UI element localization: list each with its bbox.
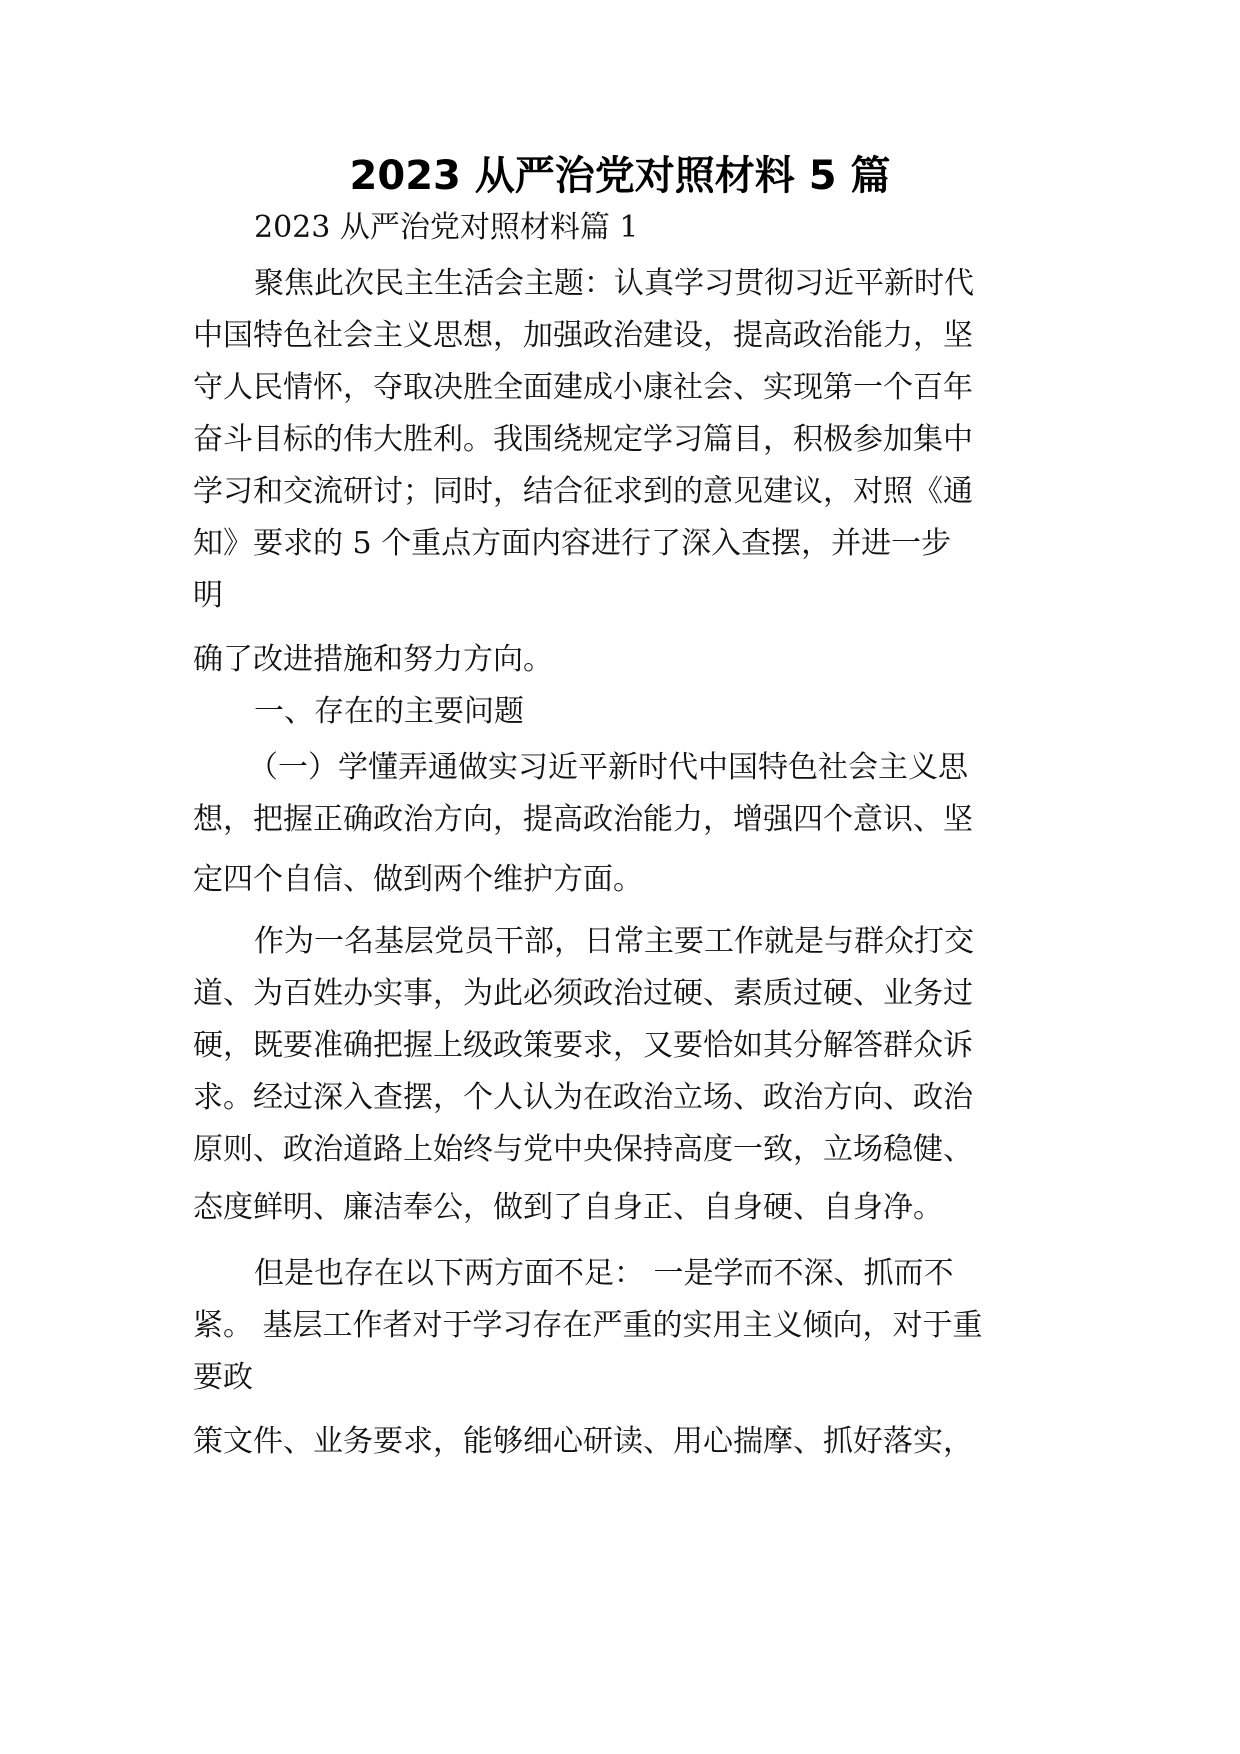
section-heading: 一、存在的主要问题: [254, 694, 524, 729]
paragraph-line: （一）学懂弄通做实习近平新时代中国特色社会主义思: [248, 750, 968, 785]
paragraph-line: 但是也存在以下两方面不足： 一是学而不深、抓而不: [254, 1256, 954, 1291]
paragraph-line: 求。经过深入查摆，个人认为在政治立场、政治方向、政治: [193, 1080, 973, 1115]
paragraph-line: 明: [193, 578, 223, 613]
paragraph-line: 硬，既要准确把握上级政策要求，又要恰如其分解答群众诉: [193, 1028, 973, 1063]
paragraph-line: 聚焦此次民主生活会主题：认真学习贯彻习近平新时代: [254, 266, 974, 301]
paragraph-line: 要政: [193, 1360, 253, 1395]
paragraph-line: 道、为百姓办实事，为此必须政治过硬、素质过硬、业务过: [193, 976, 973, 1011]
paragraph-line: 态度鲜明、廉洁奉公，做到了自身正、自身硬、自身净。: [193, 1190, 943, 1225]
section-heading: 2023 从严治党对照材料篇 1: [254, 210, 639, 245]
paragraph-line: 作为一名基层党员干部，日常主要工作就是与群众打交: [254, 924, 974, 959]
paragraph-line: 策文件、业务要求，能够细心研读、用心揣摩、抓好落实，: [193, 1424, 973, 1459]
paragraph-line: 奋斗目标的伟大胜利。我围绕规定学习篇目，积极参加集中: [193, 422, 973, 457]
paragraph-line: 紧。 基层工作者对于学习存在严重的实用主义倾向，对于重: [193, 1308, 983, 1343]
paragraph-line: 定四个自信、做到两个维护方面。: [193, 862, 643, 897]
paragraph-line: 原则、政治道路上始终与党中央保持高度一致，立场稳健、: [193, 1132, 973, 1167]
paragraph-line: 知》要求的 5 个重点方面内容进行了深入查摆，并进一步: [193, 526, 952, 561]
paragraph-line: 确了改进措施和努力方向。: [193, 642, 553, 677]
document-title: 2023 从严治党对照材料 5 篇: [349, 153, 891, 199]
paragraph-line: 中国特色社会主义思想，加强政治建设，提高政治能力，坚: [193, 318, 973, 353]
paragraph-line: 学习和交流研讨；同时，结合征求到的意见建议，对照《通: [193, 474, 973, 509]
paragraph-line: 想，把握正确政治方向，提高政治能力，增强四个意识、坚: [193, 802, 973, 837]
paragraph-line: 守人民情怀，夺取决胜全面建成小康社会、实现第一个百年: [193, 370, 973, 405]
